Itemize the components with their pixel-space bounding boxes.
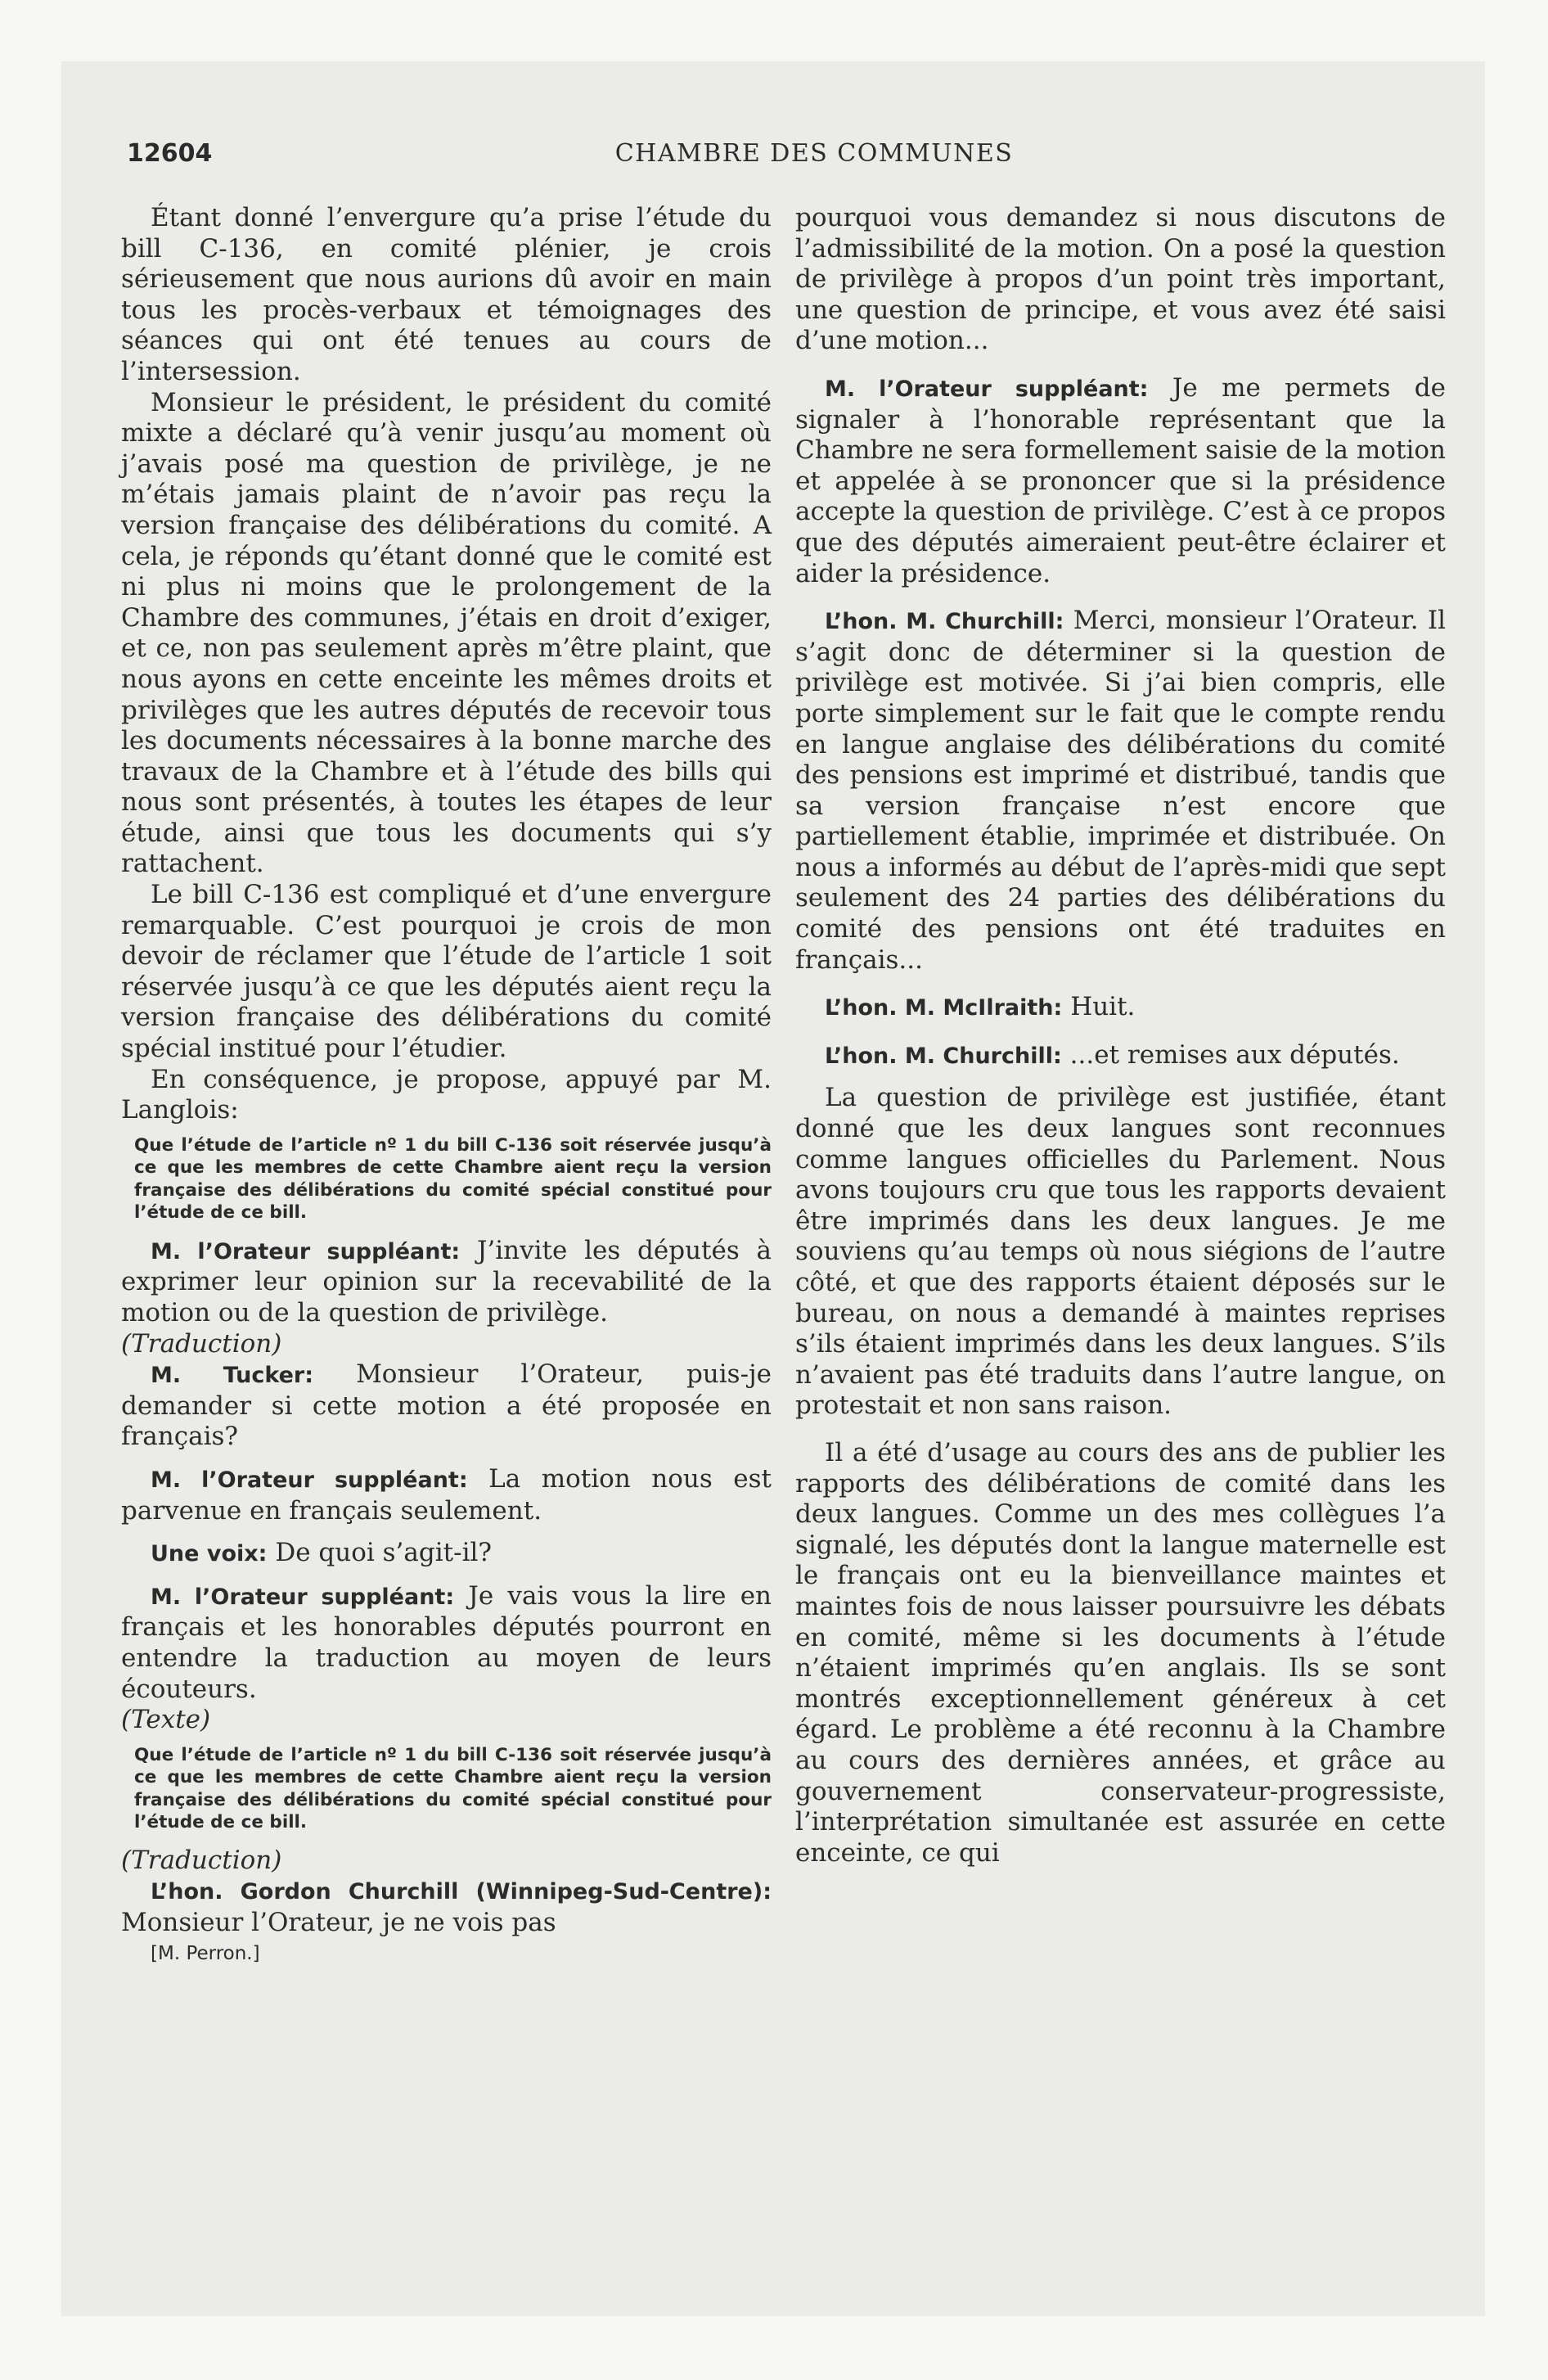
speech bbox=[121, 1359, 772, 1453]
motion-text: Que l’étude de l’article nº 1 du bill C-136 soit réservée jusqu’à ce que les membres de cette Chambre aient reçu la version française des délibérations du comité spécial constitué pour l’étude de ce bill. bbox=[134, 1744, 772, 1833]
page-footer: [M. Perron.] bbox=[151, 1942, 260, 1964]
speech-text: ...et remises aux députés. bbox=[1069, 1039, 1400, 1070]
speech bbox=[795, 606, 1446, 976]
running-head: CHAMBRE DES COMMUNES bbox=[614, 139, 1014, 168]
speech-text: Monsieur l’Orateur, je ne vois pas bbox=[121, 1907, 556, 1937]
paragraph: En conséquence, je propose, appuyé par M. Langlois: bbox=[121, 1064, 772, 1125]
paragraph: La question de privilège est justifiée, étant donné que les deux langues sont reconnues comme langues officielles du Parlement. Nous avons toujours cru que tous les rapports devaient être imprimés dans les deux langues. Je me souviens qu’au temps où nous siégions de l’autre côté, et que des rapports étaient déposés sur le bureau, on nous a demandé à maintes reprises s’ils étaient imprimés dans les deux langues. S’ils n’avaient pas été traduits dans l’autre langue, on protestait et non sans raison. bbox=[795, 1083, 1446, 1421]
speech bbox=[795, 1040, 1446, 1072]
text-marker: (Texte) bbox=[121, 1705, 211, 1735]
translation-marker: (Traduction) bbox=[121, 1328, 282, 1359]
paragraph: Le bill C-136 est compliqué et d’une envergure remarquable. C’est pourquoi je crois de mon devoir de réclamer que l’étude de l’article 1 soit réservée jusqu’à ce que les députés aient reçu la version française des délibérations du comité spécial institué pour l’étudier. bbox=[121, 880, 772, 1064]
speech bbox=[121, 1876, 772, 1938]
page-header bbox=[127, 139, 1428, 180]
speech bbox=[121, 1581, 772, 1705]
speech-text: J’invite les députés à exprimer leur opinion sur la recevabilité de la motion ou de la question de privilège. bbox=[121, 1235, 772, 1327]
speech-text: De quoi s’agit-il? bbox=[275, 1538, 493, 1568]
speech bbox=[121, 1538, 772, 1570]
speaker-name: Une voix: bbox=[151, 1541, 268, 1567]
paragraph: Monsieur le président, le président du comité mixte a déclaré qu’à venir jusqu’au moment où j’avais posé ma question de privilège, je ne m’étais jamais plaint de n’avoir pas reçu la version française des délibérations du comité. A cela, je réponds qu’étant donné que le comité est ni plus ni moins que le prolongement de la Chambre des communes, j’étais en droit d’exiger, et ce, non pas seulement après m’être plaint, que nous ayons en cette enceinte les mêmes droits et privilèges que les autres députés de recevoir tous les documents nécessaires à la bonne marche des travaux de la Chambre et à l’étude des bills qui nous sont présentés, à toutes les étapes de leur étude, ainsi que tous les documents qui s’y rattachent. bbox=[121, 387, 772, 879]
speech bbox=[121, 1236, 772, 1329]
speaker-name: L’hon. M. McIlraith: bbox=[825, 995, 1063, 1021]
speaker-name: M. l’Orateur suppléant: bbox=[151, 1584, 455, 1610]
page-number: 12604 bbox=[127, 139, 213, 168]
speech-text: Je me permets de signaler à l’honorable représentant que la Chambre ne sera formellement saisie de la motion et appelée à se prononcer que si la présidence accepte la question de privilège. C’est à ce propos que des députés aimeraient peut-être éclairer et aider la présidence. bbox=[795, 372, 1446, 588]
speaker-name: M. l’Orateur suppléant: bbox=[151, 1467, 468, 1493]
right-column bbox=[795, 203, 1446, 1868]
speaker-name: L’hon. Gordon Churchill (Winnipeg-Sud-Centre): bbox=[151, 1879, 772, 1905]
speech-text: Monsieur l’Orateur, puis-je demander si cette motion a été proposée en français? bbox=[121, 1359, 772, 1452]
speaker-name: L’hon. M. Churchill: bbox=[825, 1043, 1062, 1069]
left-column bbox=[121, 203, 772, 1969]
speech-text: Huit. bbox=[1070, 992, 1136, 1022]
translation-marker: (Traduction) bbox=[121, 1845, 282, 1875]
paragraph: Il a été d’usage au cours des ans de publier les rapports des délibérations de comité dans les deux langues. Comme un des mes collègues l’a signalé, les députés dont la langue maternelle est le français ont eu la bienveillance maintes et maintes fois de nous laisser poursuivre les débats en comité, même si les documents à l’étude n’étaient imprimés qu’en anglais. Ils se sont montrés exceptionnellement généreux à cet égard. Le problème a été reconnu à la Chambre au cours des dernières années, et grâce au gouvernement conservateur-progressiste, l’interprétation simultanée est assurée en cette enceinte, ce qui bbox=[795, 1437, 1446, 1868]
speech-text: Merci, monsieur l’Orateur. Il s’agit donc de déterminer si la question de privilège est motivée. Si j’ai bien compris, elle porte simplement sur le fait que le compte rendu en langue anglaise des délibérations du comité des pensions est imprimé et distribué, tandis que sa version française n’est encore que partiellement établie, imprimée et distribuée. On nous a informés au début de l’après-midi que sept seulement des 24 parties des délibérations du comité des pensions ont été traduites en français... bbox=[795, 606, 1446, 975]
speaker-name: M. l’Orateur suppléant: bbox=[825, 376, 1149, 402]
paragraph: pourquoi vous demandez si nous discutons de l’admissibilité de la motion. On a posé la question de privilège à propos d’un point très important, une question de principe, et vous avez été saisi d’une motion... bbox=[795, 203, 1446, 356]
speech bbox=[795, 373, 1446, 589]
speech bbox=[795, 992, 1446, 1024]
speaker-name: L’hon. M. Churchill: bbox=[825, 609, 1064, 635]
speech-text: Je vais vous la lire en français et les honorables députés pourront en entendre la traduction au moyen de leurs écouteurs. bbox=[121, 1580, 772, 1704]
speaker-name: M. l’Orateur suppléant: bbox=[151, 1238, 461, 1264]
paragraph: Étant donné l’envergure qu’a prise l’étude du bill C-136, en comité plénier, je crois sérieusement que nous aurions dû avoir en main tous les procès-verbaux et témoignages des séances qui ont été tenues au cours de l’intersession. bbox=[121, 203, 772, 386]
motion-text: Que l’étude de l’article nº 1 du bill C-136 soit réservée jusqu’à ce que les membres de cette Chambre aient reçu la version française des délibérations du comité spécial constitué pour l’étude de ce bill. bbox=[134, 1134, 772, 1224]
speech bbox=[121, 1464, 772, 1526]
speaker-name: M. Tucker: bbox=[151, 1363, 314, 1389]
speech-text: La motion nous est parvenue en français seulement. bbox=[121, 1463, 772, 1526]
